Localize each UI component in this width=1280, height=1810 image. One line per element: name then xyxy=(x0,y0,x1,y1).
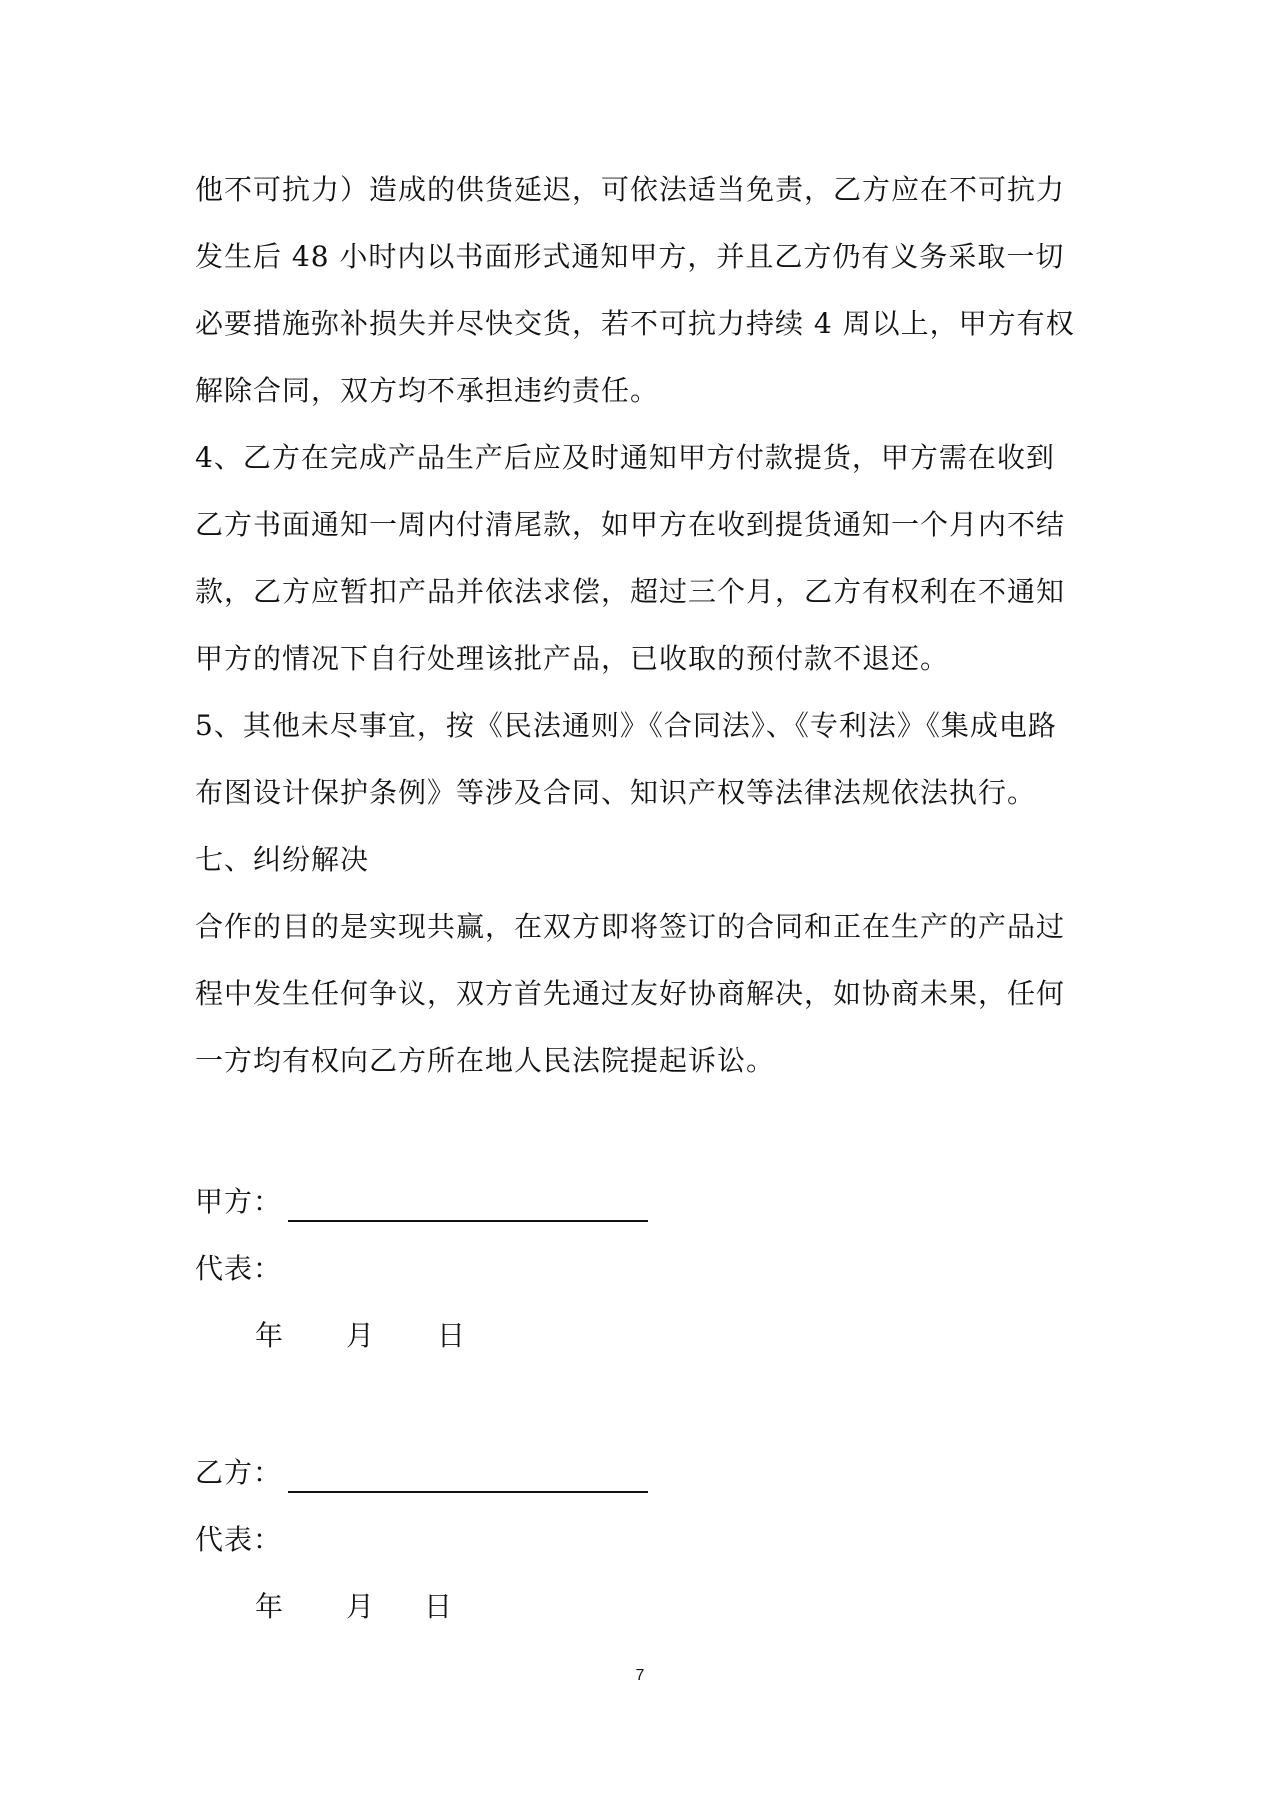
party-b-year: 年 xyxy=(255,1590,284,1623)
paragraph-line: 甲方的情况下自行处理该批产品，已收取的预付款不退还。 xyxy=(195,642,950,675)
party-b-date xyxy=(0,1587,600,1627)
party-b-signature-line xyxy=(288,1463,648,1493)
party-a-year: 年 xyxy=(255,1319,284,1352)
party-a-signature-row xyxy=(195,1182,648,1222)
paragraph-line: 解除合同，双方均不承担违约责任。 xyxy=(195,374,660,407)
clause-5-line: 5、其他未尽事宜，按《民法通则》《合同法》、《专利法》《集成电路 xyxy=(195,709,1057,742)
section-heading: 七、纠纷解决 xyxy=(195,843,370,876)
party-a-signature-line xyxy=(288,1192,648,1222)
party-b-label: 乙方： xyxy=(195,1456,283,1489)
paragraph-line: 他不可抗力）造成的供货延迟，可依法适当免责，乙方应在不可抗力 xyxy=(195,173,1066,206)
paragraph-line: 程中发生任何争议，双方首先通过友好协商解决，如协商未果，任何 xyxy=(195,977,1066,1010)
party-a-day: 日 xyxy=(437,1319,466,1352)
paragraph-line: 发生后 48 小时内以书面形式通知甲方，并且乙方仍有义务采取一切 xyxy=(195,240,1065,273)
paragraph-line: 合作的目的是实现共赢，在双方即将签订的合同和正在生产的产品过 xyxy=(195,910,1066,943)
party-b-month: 月 xyxy=(346,1590,375,1623)
paragraph-line: 必要措施弥补损失并尽快交货，若不可抗力持续 4 周以上，甲方有权 xyxy=(195,307,1075,340)
party-a-representative-label: 代表： xyxy=(195,1252,283,1285)
party-b-day: 日 xyxy=(424,1590,453,1623)
clause-4-line: 4、乙方在完成产品生产后应及时通知甲方付款提货，甲方需在收到 xyxy=(195,441,1055,474)
party-a-date xyxy=(0,1316,600,1356)
page-number: 7 xyxy=(635,1667,645,1684)
paragraph-line: 布图设计保护条例》等涉及合同、知识产权等法律法规依法执行。 xyxy=(195,776,1037,809)
paragraph-line: 一方均有权向乙方所在地人民法院提起诉讼。 xyxy=(195,1044,776,1077)
party-b-representative-label: 代表： xyxy=(195,1523,283,1556)
party-b-signature-row xyxy=(195,1453,648,1493)
paragraph-line: 款，乙方应暂扣产品并依法求偿，超过三个月，乙方有权利在不通知 xyxy=(195,575,1066,608)
party-a-label: 甲方： xyxy=(195,1185,283,1218)
paragraph-line: 乙方书面通知一周内付清尾款，如甲方在收到提货通知一个月内不结 xyxy=(195,508,1066,541)
party-a-month: 月 xyxy=(346,1319,375,1352)
